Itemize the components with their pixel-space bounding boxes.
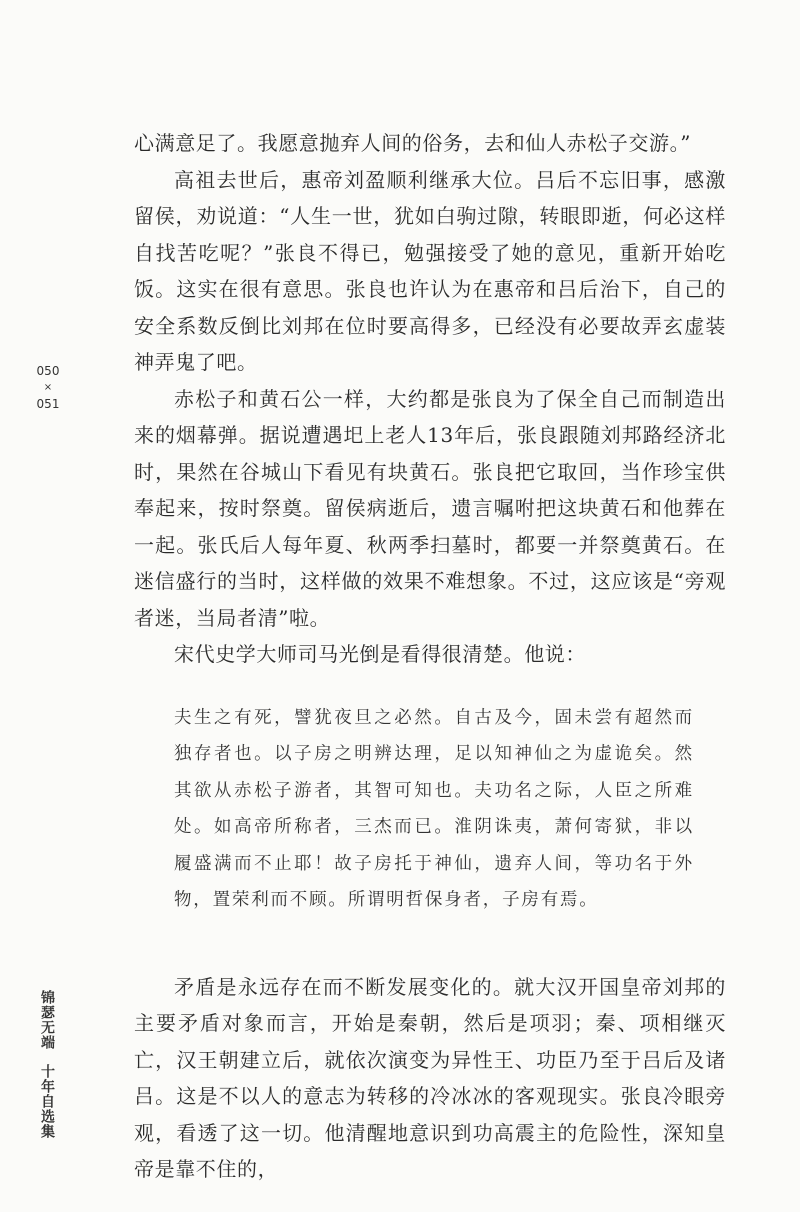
quote-text: 夫生之有死，譬犹夜旦之必然。自古及今，固未尝有超然而独存者也。以子房之明辨达理，足以知神仙之为虚诡矣。然其欲从赤松子游者，其智可知也。夫功名之际，人臣之所难处。如高帝所称者，三杰而已。淮阴诛夷，萧何寄狱，非以履盛满而不止耶！故子房托于神仙，遗弃人间，等功名于外物，置荣利而不顾。所谓明哲保身者，子房有焉。 [174,707,694,910]
folio-left: 050 [36,364,60,378]
paragraph: 赤松子和黄石公一样，大约都是张良为了保全自己而制造出来的烟幕弹。据说遭遇圯上老人13年后，张良跟随刘邦路经济北时，果然在谷城山下看见有块黄石。张良把它取回，当作珍宝供奉起来，按时祭奠。留侯病逝后，遗言嘱咐把这块黄石和他葬在一起。张氏后人每年夏、秋两季扫墓时，都要一并祭奠黄石。在迷信盛行的当时，这样做的效果不难想象。不过，这应该是“旁观者迷，当局者清”啦。 [134,386,726,630]
paragraph: 高祖去世后，惠帝刘盈顺利继承大位。吕后不忘旧事，感激留侯，劝说道：“人生一世，犹如白驹过隙，转眼即逝，何必这样自找苦吃呢？”张良不得已，勉强接受了她的意见，重新开始吃饭。这实在很有意思。张良也许认为在惠帝和吕后治下，自己的安全系数反倒比刘邦在位时要高得多，已经没有必要故弄玄虚装神弄鬼了吧。 [134,167,726,374]
block-quote [174,700,694,919]
book-title: 锦瑟无端 [39,990,55,1050]
page-folio [28,363,68,413]
paragraph: 宋代史学大师司马光倒是看得很清楚。他说： [174,642,586,666]
paragraph-continued: 心满意足了。我愿意抛弃人间的俗务，去和仙人赤松子交游。” [134,131,692,155]
folio-separator: × [43,382,53,393]
paragraph: 矛盾是永远存在而不断发展变化的。就大汉开国皇帝刘邦的主要矛盾对象而言，开始是秦朝，然后是项羽；秦、项相继灭亡，汉王朝建立后，就依次演变为异性王、功臣乃至于吕后及诸吕。这是不以人的意志为转移的冷冰冰的客观现实。张良冷眼旁观，看透了这一切。他清醒地意识到功高震主的危险性，深知皇帝是靠不住的， [134,974,726,1181]
book-subtitle: 十年自选集 [39,1064,55,1139]
running-book-title [37,990,57,1139]
folio-right: 051 [36,397,60,411]
body-text [134,125,726,1188]
